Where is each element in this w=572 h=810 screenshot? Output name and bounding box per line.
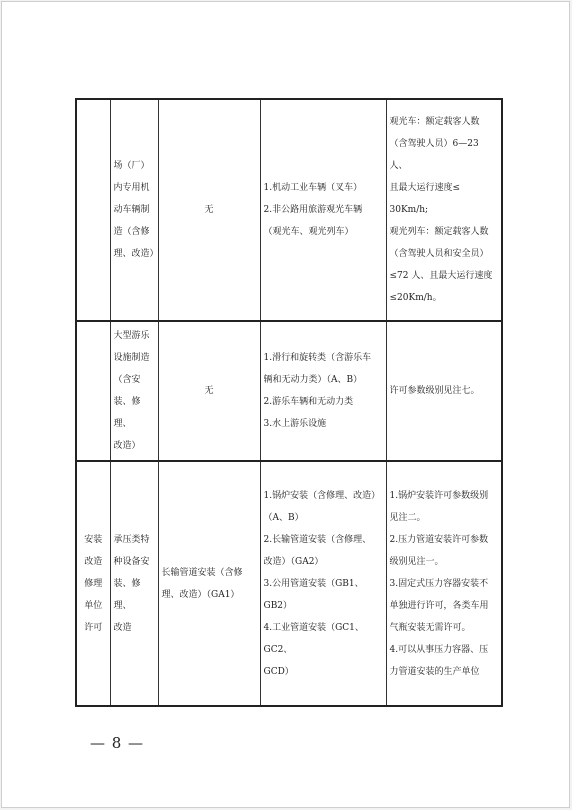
document-page	[1, 1, 570, 808]
notes-cell: 许可参数级别见注七。	[386, 321, 502, 461]
notes-cell: 观光车：额定载客人数 （含驾驶人员）6—23 人、 且最大运行速度≤ 30Km/h; 观光列车：额定载客人数 （含驾驶人员和安全员） ≤72 人、且最大运行速度 ≤20Km/h。	[386, 99, 502, 321]
table-row	[76, 99, 502, 321]
notes-cell: 1.锅炉安装许可参数级别 见注二。 2.压力管道安装许可参数 级别见注一。 3.固定式压力容器安装不 单独进行许可，各类车用 气瓶安装无需许可。 4.可以从事压力容器、压 力管道安装的生产单位	[386, 461, 502, 706]
scope-cell: 1.锅炉安装（含修理、改造） （A、B） 2.长输管道安装（含修理、 改造）（GA2） 3.公用管道安装（GB1、GB2） 4.工业管道安装（GC1、GC2、 GCD）	[260, 461, 386, 706]
category-cell-empty	[76, 99, 110, 321]
level-cell: 无	[158, 321, 260, 461]
item-cell: 大型游乐 设施制造 （含安 装、修理、 改造）	[110, 321, 158, 461]
table-row	[76, 461, 502, 706]
license-table	[75, 98, 503, 707]
category-cell-empty	[76, 321, 110, 461]
table-row	[76, 321, 502, 461]
level-cell: 长输管道安装（含修 理、改造）（GA1）	[158, 461, 260, 706]
scope-cell: 1.机动工业车辆（叉车） 2.非公路用旅游观光车辆 （观光车、观光列车）	[260, 99, 386, 321]
item-cell: 场（厂） 内专用机 动车辆制 造（含修 理、改造）	[110, 99, 158, 321]
category-cell: 安装 改造 修理 单位 许可	[76, 461, 110, 706]
page-number: — 8 —	[89, 734, 145, 752]
level-cell: 无	[158, 99, 260, 321]
item-cell: 承压类特 种设备安 装、修理、 改造	[110, 461, 158, 706]
scope-cell: 1.滑行和旋转类（含游乐车 辆和无动力类）（A、B） 2.游乐车辆和无动力类 3.水上游乐设施	[260, 321, 386, 461]
